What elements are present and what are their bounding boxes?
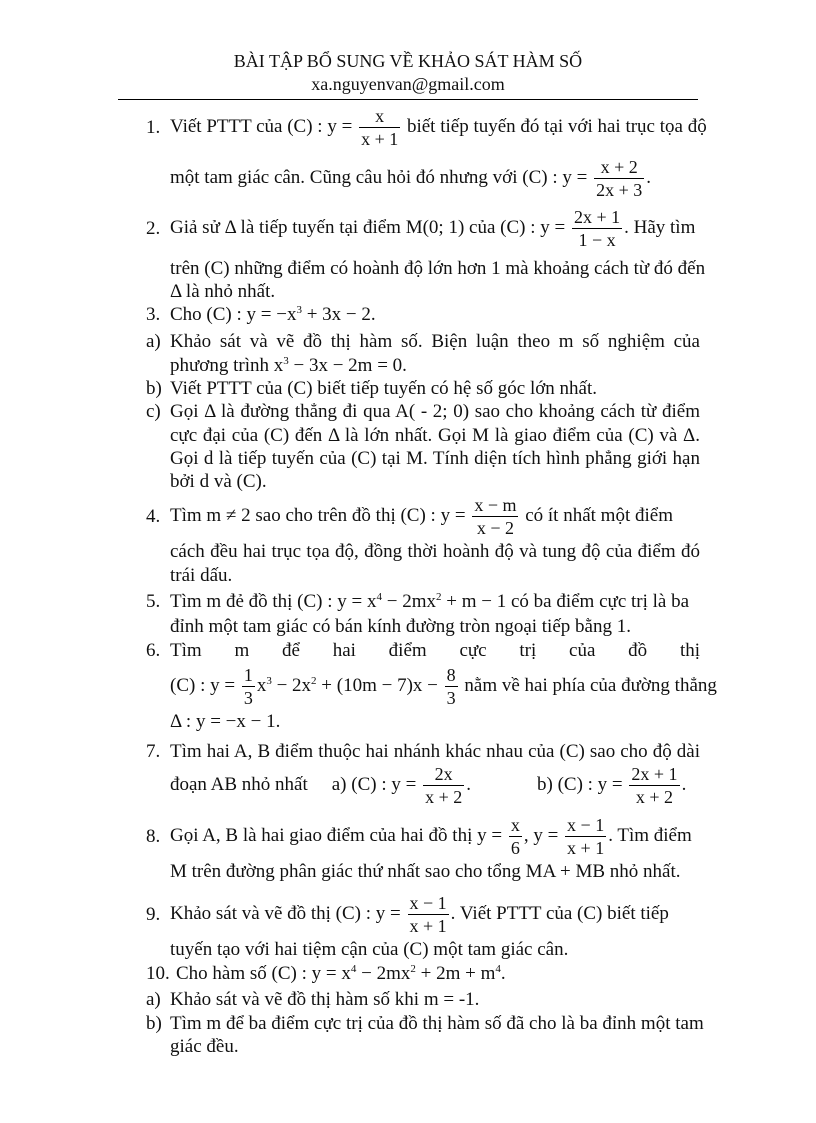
problem-4-line-2: cách đều hai trục tọa độ, đồng thời hoành độ và tung độ của điểm đó [170,541,700,562]
problem-10-line-1: Cho hàm số (C) : $y = x^4 - 2mx^2 + 2m + m^4$. [176,963,506,984]
problem-10a-line-1: Khảo sát và vẽ đồ thị hàm số khi m = -1. [170,989,480,1010]
header-divider [118,99,698,100]
problem-2-fraction: $\frac{2x + 1}{1 - x}$ [573,207,621,250]
problem-2-text-a: Giả sử Δ là tiếp tuyến tại điểm M(0; 1) của (C) : y = [170,216,566,238]
problem-6-number: 6. [146,640,161,661]
problem-2-line-1: Giả sử Δ là tiếp tuyến tại điểm M(0; 1) của (C) : y = $\frac{2x + 1}{1 - x}$ . Hãy tìm [170,207,696,250]
problem-2-line-3: Δ là nhỏ nhất. [170,281,276,302]
problem-3c-line-2: cực đại của (C) đến Δ là lớn nhất. Gọi M là giao điểm của (C) và Δ. [170,425,700,446]
author-email: xa.nguyenvan@gmail.com [311,74,505,94]
problem-6-line-3: Δ : y = −x − 1. [170,711,281,732]
problem-3b-line-1: Viết PTTT của (C) biết tiếp tuyến có hệ số góc lớn nhất. [170,378,597,399]
problem-7-fraction-b: $\frac{2x + 1}{x + 2}$ [631,764,678,807]
problem-6-line-2: (C) : y = $\frac{1}{3}$ $x^3 - 2x^2 + (10m - 7)x$ − $\frac{8}{3}$ nằm về hai phía của đường thẳng [170,665,717,708]
problem-3c-line-4: bởi d và (C). [170,471,267,492]
problem-3c-line-3: Gọi d là tiếp tuyến của (C) tại M. Tính diện tích hình phẳng giới hạn [170,448,700,469]
problem-1-text-c: một tam giác cân. Cũng câu hỏi đó nhưng với (C) : y = [170,166,588,188]
problem-9-line-2: tuyến tạo với hai tiệm cận của (C) một tam giác cân. [170,939,569,960]
problem-7-line-2: đoạn AB nhỏ nhất a) (C) : y = $\frac{2x}{x + 2}$ . b) (C) : y = $\frac{2x + 1}{x + 2}$ . [170,764,687,807]
problem-4-line-3: trái dấu. [170,565,233,586]
problem-9-line-1: Khảo sát và vẽ đồ thị (C) : y = $\frac{x - 1}{x + 1}$ . Viết PTTT của (C) biết tiếp [170,893,669,936]
problem-7-number: 7. [146,741,161,762]
problem-9-number: 9. [146,904,161,925]
problem-3-number: 3. [146,304,161,325]
problem-8-number: 8. [146,826,161,847]
problem-6-line-1: Tìm m để hai điểm cực trị của đồ thị [170,640,700,661]
problem-1-fraction-2: $\frac{x + 2}{2x + 3}$ [596,157,643,200]
problem-5-line-2: đỉnh một tam giác có bán kính đường tròn ngoại tiếp bằng 1. [170,616,631,637]
problem-3-line-1: Cho (C) : $y = -x^3 + 3x - 2$. [170,304,376,325]
problem-10b-line-2: giác đều. [170,1036,239,1057]
problem-2-line-2: trên (C) những điểm có hoành độ lớn hơn 1 mà khoảng cách từ đó đến [170,258,706,279]
problem-3a-line-2: phương trình $x^3 - 3x - 2m = 0$. [170,355,407,376]
problem-1-line-2: một tam giác cân. Cũng câu hỏi đó nhưng với (C) : y = $\frac{x + 2}{2x + 3}$ . [170,157,651,200]
problem-3a-line-1: Khảo sát và vẽ đồ thị hàm số. Biện luận theo m số nghiệm của [170,331,700,352]
problem-3b-label: b) [146,378,162,399]
problem-3c-label: c) [146,401,161,422]
problem-9-fraction: $\frac{x - 1}{x + 1}$ [409,893,447,936]
problem-1-fraction-1: $\frac{x}{x + 1}$ [361,106,399,149]
problem-3c-line-1: Gọi Δ là đường thẳng đi qua A( - 2; 0) sao cho khoảng cách từ điểm [170,401,700,422]
problem-1-line-1 [170,105,707,150]
problem-3a-label: a) [146,331,161,352]
problem-8-line-1: Gọi A, B là hai giao điểm của hai đồ thị y = $\frac{x}{6}$ , y = $\frac{x - 1}{x + 1}$ . Tìm điểm [170,815,692,858]
problem-10b-label: b) [146,1013,162,1034]
problem-8-fraction-1: $\frac{x}{6}$ [510,815,520,858]
problem-8-fraction-2: $\frac{x - 1}{x + 1}$ [567,815,605,858]
problem-4-number: 4. [146,506,161,527]
problem-4-line-1: Tìm m ≠ 2 sao cho trên đồ thị (C) : y = $\frac{x - m}{x - 2}$ có ít nhất một điểm [170,495,673,538]
problem-7-fraction-a: $\frac{2x}{x + 2}$ [425,764,463,807]
problem-2-number: 2. [146,218,161,239]
page-title: BÀI TẬP BỔ SUNG VỀ KHẢO SÁT HÀM SỐ [233,51,583,71]
problem-4-fraction: $\frac{x - m}{x - 2}$ [474,495,517,538]
problem-10a-label: a) [146,989,161,1010]
problem-6-fraction-1: $\frac{1}{3}$ [243,665,253,708]
problem-1-text-a: Viết PTTT của (C) : y = [170,115,353,137]
problem-7-line-1: Tìm hai A, B điểm thuộc hai nhánh khác nhau của (C) sao cho độ dài [170,741,700,762]
problem-8-line-2: M trên đường phân giác thứ nhất sao cho tổng MA + MB nhỏ nhất. [170,861,681,882]
problem-5-line-1: Tìm m đẻ đồ thị (C) : $y = x^4 - 2mx^2 + m - 1$ có ba điểm cực trị là ba [170,591,690,612]
problem-10b-line-1: Tìm m để ba điểm cực trị của đồ thị hàm số đã cho là ba đỉnh một tam [170,1013,704,1034]
problem-1-text-b: biết tiếp tuyến đó tại với hai trục tọa độ [406,115,707,137]
problem-10-number: 10. [146,963,170,984]
problem-5-number: 5. [146,591,161,612]
problem-1-number: 1. [146,117,161,138]
problem-6-fraction-2: $\frac{8}{3}$ [446,665,456,708]
